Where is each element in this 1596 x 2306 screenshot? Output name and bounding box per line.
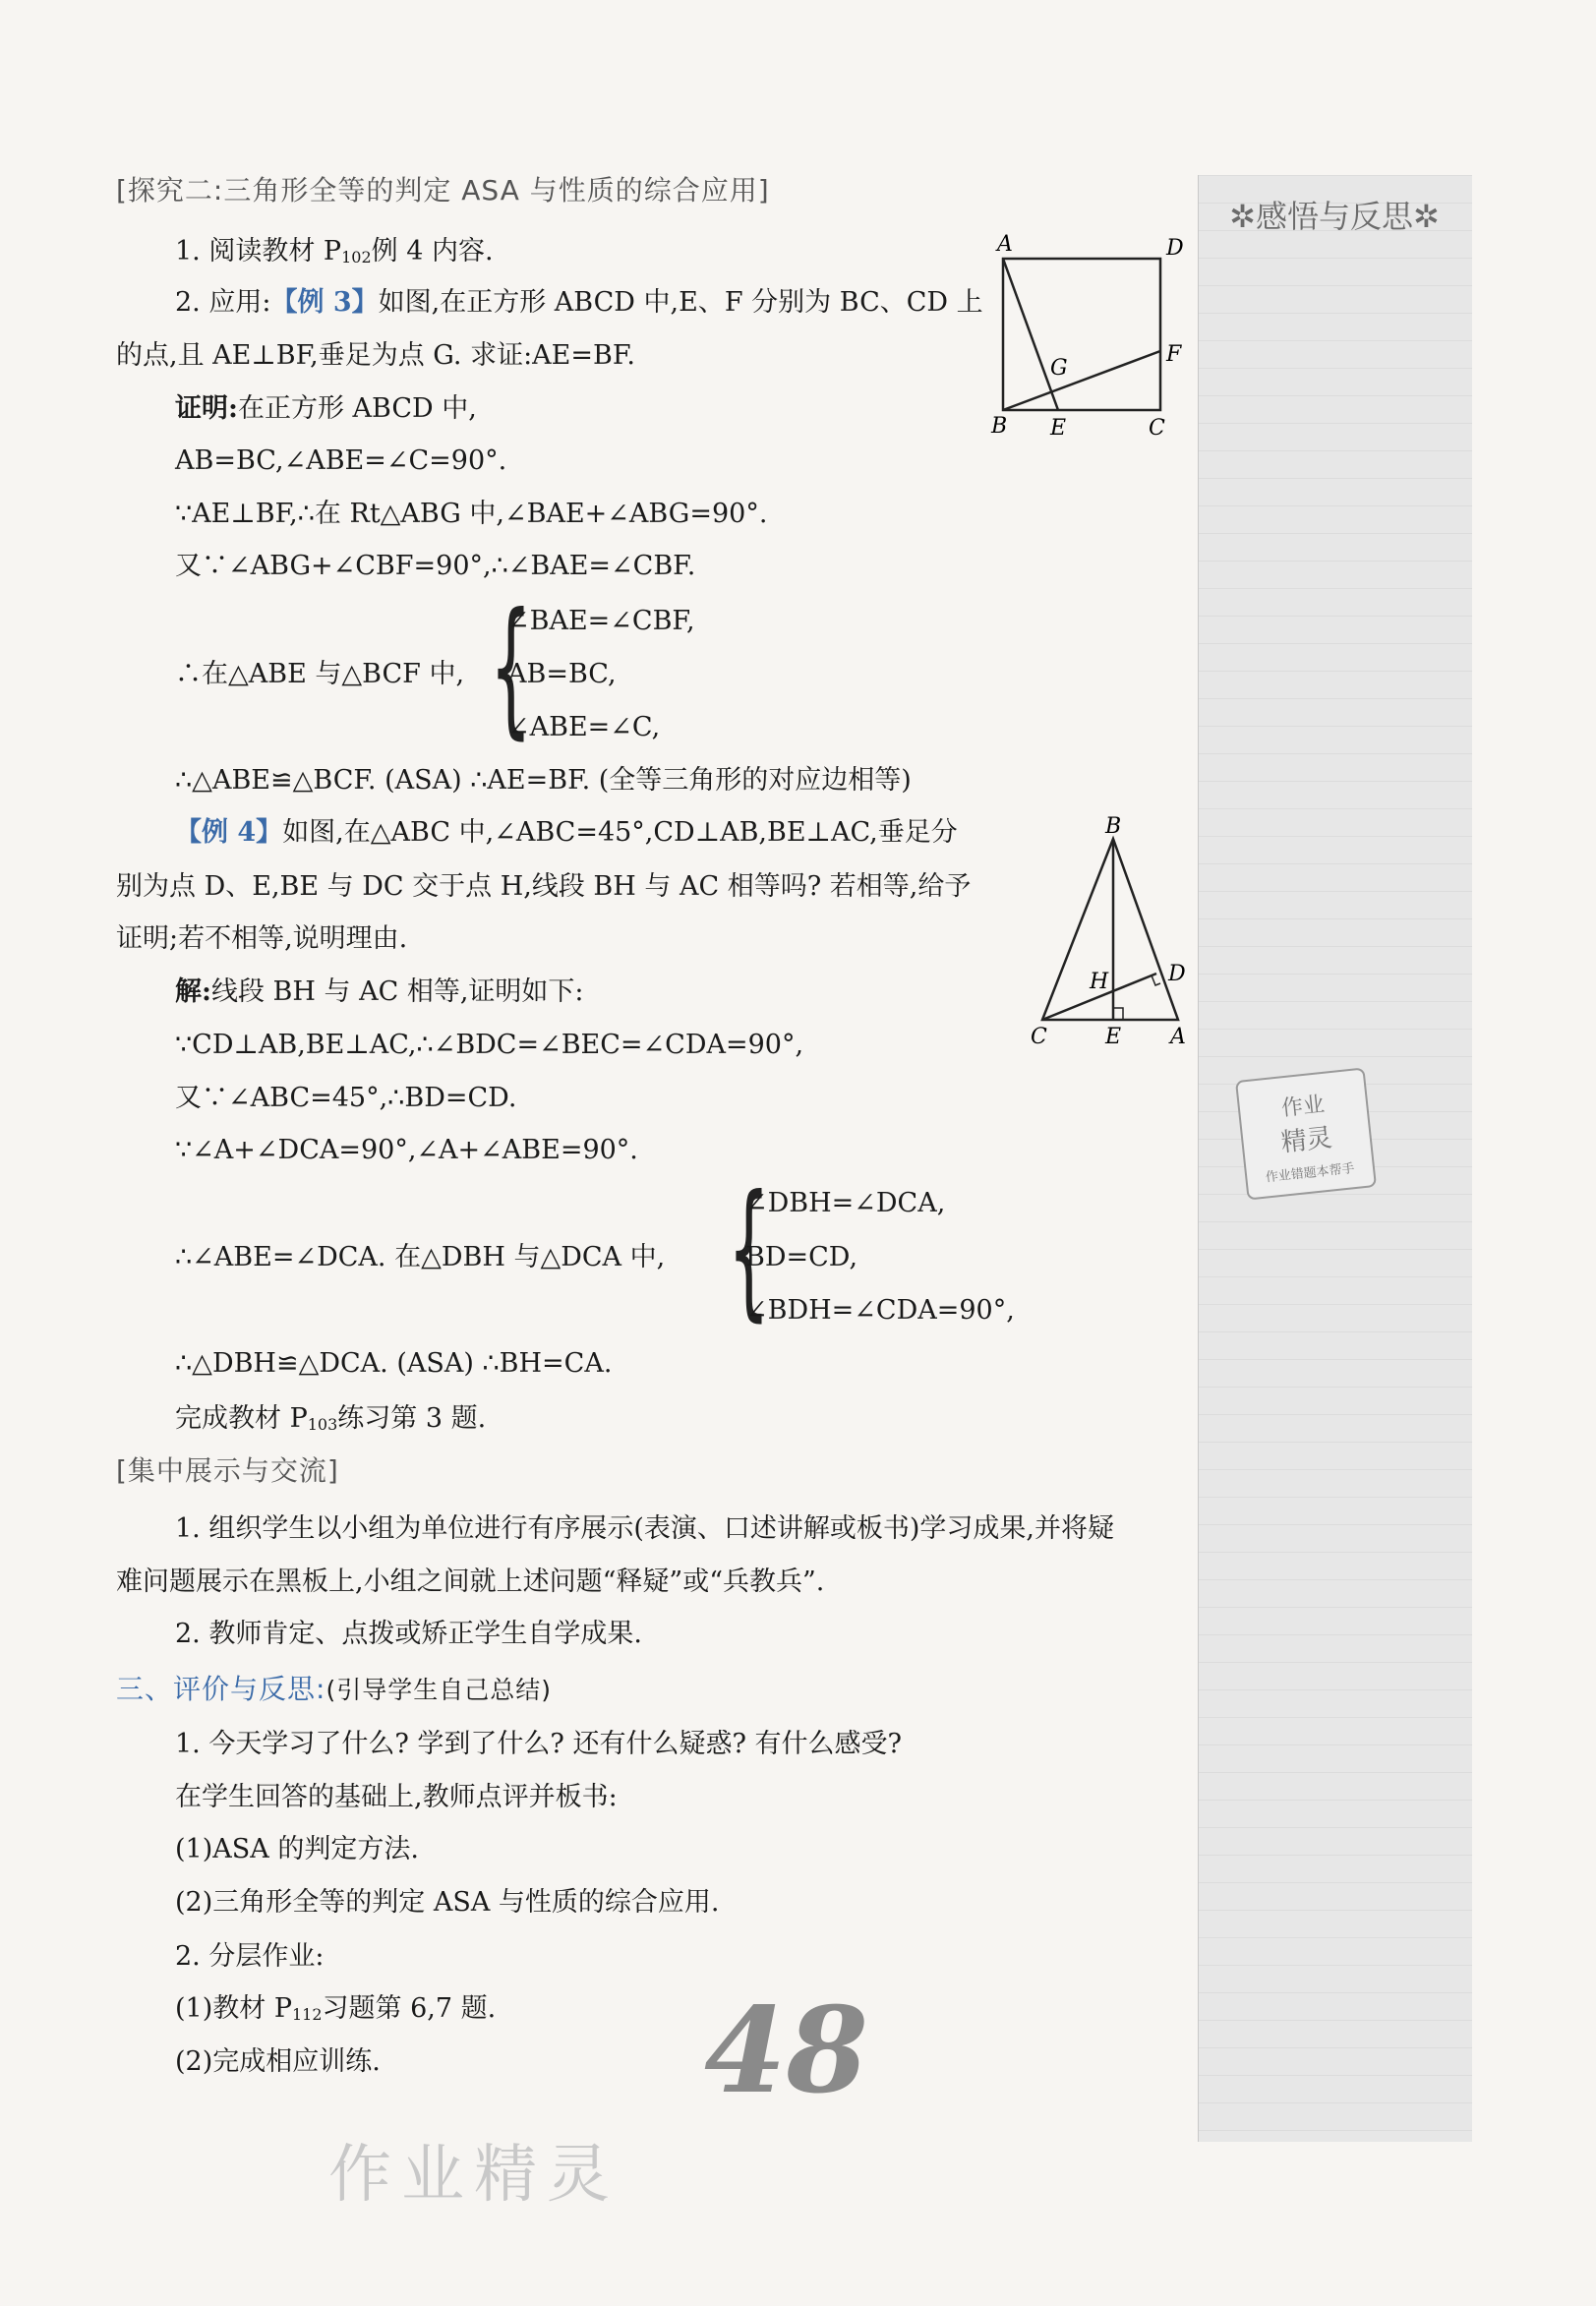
solution-line-3: 又∵∠ABC=45°,∴BD=CD. <box>175 1083 517 1113</box>
proof-line-3: ∵AE⊥BF,∴在 Rt△ABG 中,∠BAE+∠ABG=90°. <box>175 499 768 529</box>
task-sub: 103 <box>307 1415 338 1434</box>
reflection-title: 三、评价与反思: <box>116 1673 326 1705</box>
right-angle-d <box>1152 976 1160 985</box>
label-d2: D <box>1168 962 1186 986</box>
reflection-line-4: (2)三角形全等的判定 ASA 与性质的综合应用. <box>175 1887 720 1918</box>
brace2-line-2: BD=CD, <box>745 1242 858 1272</box>
label-e: E <box>1050 416 1067 438</box>
example-4-line-2: 别为点 D、E,BE 与 DC 交于点 H,线段 BH 与 AC 相等吗? 若相等,给予 <box>116 871 972 902</box>
label-e2: E <box>1105 1025 1122 1049</box>
brace2-line-3: ∠BDH=∠CDA=90°, <box>745 1295 1015 1326</box>
display-line-1: 1. 组织学生以小组为单位进行有序展示(表演、口述讲解或板书)学习成果,并将疑 <box>175 1513 1114 1544</box>
reflection-line-6 <box>175 1991 496 2033</box>
right-angle-e <box>1113 1008 1123 1020</box>
side-panel-title: ✲感悟与反思✲ <box>1229 198 1440 235</box>
proof-line-2: AB=BC,∠ABE=∠C=90°. <box>175 445 507 476</box>
example-4-tag: 【例 4】 <box>175 817 283 848</box>
proof-line-1-text: 在正方形 ABCD 中, <box>237 393 477 424</box>
item-1-text: 1. 阅读教材 P <box>175 236 342 266</box>
figure-square-abcd <box>983 231 1200 438</box>
label-c2: C <box>1031 1025 1047 1049</box>
solution-line-1 <box>175 975 584 1010</box>
figure-triangle-abc <box>1023 811 1200 1052</box>
brace2-lead: ∴∠ABE=∠DCA. 在△DBH 与△DCA 中, <box>175 1242 666 1272</box>
item-2 <box>175 285 983 321</box>
example-3-tag: 【例 3】 <box>270 287 379 318</box>
item-2-cont: 的点,且 AE⊥BF,垂足为点 G. 求证:AE=BF. <box>116 340 635 371</box>
solution-line-2: ∵CD⊥AB,BE⊥AC,∴∠BDC=∠BEC=∠CDA=90°, <box>175 1030 804 1060</box>
brace1-lead: ∴在△ABE 与△BCF 中, <box>175 659 465 689</box>
reflection-note: (引导学生自己总结) <box>325 1676 552 1704</box>
item-1-sub: 102 <box>341 248 372 266</box>
label-d: D <box>1166 236 1184 261</box>
page-number: 48 <box>704 1981 868 2120</box>
reflection-line-5: 2. 分层作业: <box>175 1941 325 1972</box>
stamp-line-3: 作业错题本帮手 <box>1265 1161 1356 1186</box>
section-header-display: [集中展示与交流] <box>116 1454 339 1487</box>
item-1 <box>175 234 494 275</box>
brace1-line-3: ∠ABE=∠C, <box>507 712 661 742</box>
item-2-text: 如图,在正方形 ABCD 中,E、F 分别为 BC、CD 上 <box>378 287 983 318</box>
reflection-line-6-text: (1)教材 P <box>175 1993 292 2024</box>
label-h: H <box>1090 970 1109 994</box>
reflection-line-2: 在学生回答的基础上,教师点评并板书: <box>175 1782 618 1812</box>
item-1-tail: 例 4 内容. <box>371 236 494 266</box>
display-line-2: 难问题展示在黑板上,小组之间就上述问题“释疑”或“兵教兵”. <box>116 1567 825 1597</box>
task-tail: 练习第 3 题. <box>337 1403 487 1434</box>
reflection-line-3: (1)ASA 的判定方法. <box>175 1834 419 1864</box>
homework-stamp <box>1235 1067 1377 1200</box>
label-b: B <box>991 414 1008 438</box>
display-line-3: 2. 教师肯定、点拨或矫正学生自学成果. <box>175 1619 642 1649</box>
solution-line-4: ∵∠A+∠DCA=90°,∠A+∠ABE=90°. <box>175 1135 638 1165</box>
solution-line-1-text: 线段 BH 与 AC 相等,证明如下: <box>210 976 584 1007</box>
label-g: G <box>1050 356 1068 381</box>
solution-conclusion: ∴△DBH≌△DCA. (ASA) ∴BH=CA. <box>175 1348 613 1379</box>
item-2-prefix: 2. 应用: <box>175 287 271 318</box>
task-text: 完成教材 P <box>175 1403 308 1434</box>
example-4-line-1 <box>175 815 958 851</box>
brace1-line-2: AB=BC, <box>507 659 617 689</box>
label-b2: B <box>1105 814 1122 839</box>
proof-label: 证明: <box>175 393 238 424</box>
example-4-line-3: 证明;若不相等,说明理由. <box>116 923 408 954</box>
reflection-line-7: (2)完成相应训练. <box>175 2046 381 2077</box>
section-header-reflection <box>116 1672 552 1708</box>
reflection-line-6-sub: 112 <box>292 2005 323 2024</box>
label-c: C <box>1149 416 1165 438</box>
proof-line-1 <box>175 391 477 427</box>
segment-ae <box>1003 259 1058 410</box>
reflection-line-6-tail: 习题第 6,7 题. <box>322 1993 497 2024</box>
stamp-line-2: 精灵 <box>1279 1123 1334 1158</box>
reflection-line-1: 1. 今天学习了什么? 学到了什么? 还有什么疑惑? 有什么感受? <box>175 1729 902 1759</box>
watermark: 作业精灵 <box>328 2139 620 2212</box>
label-a2: A <box>1170 1025 1186 1049</box>
brace-1: { <box>490 582 532 753</box>
square-outline <box>1003 259 1160 410</box>
brace1-line-1: ∠BAE=∠CBF, <box>507 606 695 636</box>
proof-line-4: 又∵∠ABG+∠CBF=90°,∴∠BAE=∠CBF. <box>175 551 696 581</box>
task-line <box>175 1401 486 1443</box>
section-header-explore2: [探究二:三角形全等的判定 ASA 与性质的综合应用] <box>116 174 770 207</box>
brace-2: { <box>728 1164 770 1335</box>
solution-label: 解: <box>175 976 211 1007</box>
segment-bf <box>1003 351 1160 410</box>
label-f: F <box>1166 342 1182 367</box>
stamp-line-1: 作业 <box>1279 1092 1327 1122</box>
brace2-line-1: ∠DBH=∠DCA, <box>745 1188 946 1218</box>
proof-conclusion: ∴△ABE≌△BCF. (ASA) ∴AE=BF. (全等三角形的对应边相等) <box>175 765 912 796</box>
label-a: A <box>997 232 1013 257</box>
example-4-text: 如图,在△ABC 中,∠ABC=45°,CD⊥AB,BE⊥AC,垂足分 <box>282 817 958 848</box>
